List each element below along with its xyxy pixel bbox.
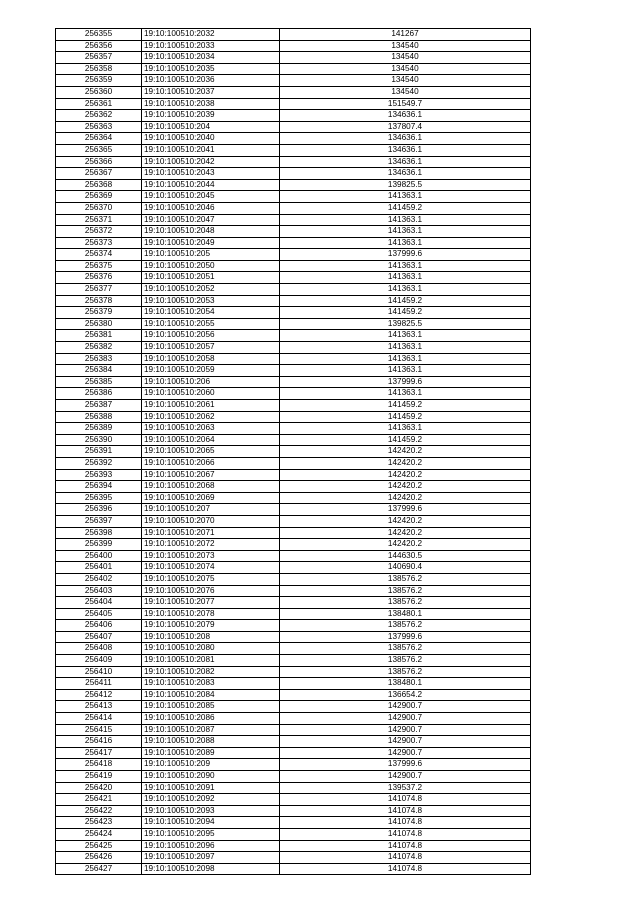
table-row: [56, 75, 531, 87]
table-row: [56, 562, 531, 574]
value-cell: 142900.7: [280, 713, 531, 725]
table-row: [56, 237, 531, 249]
value-cell: 141363.1: [280, 191, 531, 203]
value-cell: 141363.1: [280, 353, 531, 365]
table-row: [56, 110, 531, 122]
data-table: [55, 28, 531, 875]
row-number-cell: 256407: [56, 631, 142, 643]
value-cell: 141363.1: [280, 237, 531, 249]
row-number-cell: 256426: [56, 852, 142, 864]
value-cell: 138576.2: [280, 585, 531, 597]
value-cell: 141459.2: [280, 434, 531, 446]
table-row: [56, 156, 531, 168]
cadastral-number-cell: 19:10:100510:207: [142, 504, 280, 516]
cadastral-number-cell: 19:10:100510:2039: [142, 110, 280, 122]
value-cell: 138576.2: [280, 643, 531, 655]
table-row: [56, 620, 531, 632]
cadastral-number-cell: 19:10:100510:2081: [142, 655, 280, 667]
table-row: [56, 724, 531, 736]
row-number-cell: 256419: [56, 771, 142, 783]
table-row: [56, 840, 531, 852]
row-number-cell: 256357: [56, 52, 142, 64]
value-cell: 141459.2: [280, 307, 531, 319]
value-cell: 142900.7: [280, 736, 531, 748]
value-cell: 142900.7: [280, 701, 531, 713]
table-row: [56, 828, 531, 840]
cadastral-number-cell: 19:10:100510:2035: [142, 63, 280, 75]
cadastral-number-cell: 19:10:100510:2075: [142, 573, 280, 585]
row-number-cell: 256358: [56, 63, 142, 75]
value-cell: 141363.1: [280, 365, 531, 377]
value-cell: 134636.1: [280, 133, 531, 145]
cadastral-number-cell: 19:10:100510:2038: [142, 98, 280, 110]
value-cell: 142420.2: [280, 515, 531, 527]
cadastral-number-cell: 19:10:100510:2089: [142, 747, 280, 759]
row-number-cell: 256384: [56, 365, 142, 377]
row-number-cell: 256413: [56, 701, 142, 713]
value-cell: 141363.1: [280, 423, 531, 435]
row-number-cell: 256388: [56, 411, 142, 423]
cadastral-number-cell: 19:10:100510:2043: [142, 168, 280, 180]
cadastral-number-cell: 19:10:100510:2073: [142, 550, 280, 562]
row-number-cell: 256363: [56, 121, 142, 133]
table-row: [56, 794, 531, 806]
table-row: [56, 550, 531, 562]
cadastral-number-cell: 19:10:100510:2087: [142, 724, 280, 736]
table-row: [56, 539, 531, 551]
table-row: [56, 678, 531, 690]
row-number-cell: 256389: [56, 423, 142, 435]
table-row: [56, 388, 531, 400]
value-cell: 139825.5: [280, 318, 531, 330]
row-number-cell: 256412: [56, 689, 142, 701]
table-row: [56, 214, 531, 226]
value-cell: 142900.7: [280, 771, 531, 783]
row-number-cell: 256376: [56, 272, 142, 284]
row-number-cell: 256392: [56, 457, 142, 469]
row-number-cell: 256371: [56, 214, 142, 226]
table-row: [56, 492, 531, 504]
table-row: [56, 434, 531, 446]
cadastral-number-cell: 19:10:100510:2037: [142, 86, 280, 98]
row-number-cell: 256394: [56, 481, 142, 493]
row-number-cell: 256372: [56, 226, 142, 238]
value-cell: 138480.1: [280, 678, 531, 690]
cadastral-number-cell: 19:10:100510:205: [142, 249, 280, 261]
table-row: [56, 144, 531, 156]
cadastral-number-cell: 19:10:100510:2034: [142, 52, 280, 64]
cadastral-number-cell: 19:10:100510:2065: [142, 446, 280, 458]
value-cell: 137999.6: [280, 249, 531, 261]
row-number-cell: 256417: [56, 747, 142, 759]
cadastral-number-cell: 19:10:100510:2096: [142, 840, 280, 852]
table-row: [56, 179, 531, 191]
table-row: [56, 168, 531, 180]
cadastral-number-cell: 19:10:100510:2054: [142, 307, 280, 319]
cadastral-number-cell: 19:10:100510:2049: [142, 237, 280, 249]
value-cell: 134540: [280, 75, 531, 87]
row-number-cell: 256380: [56, 318, 142, 330]
cadastral-number-cell: 19:10:100510:208: [142, 631, 280, 643]
cadastral-number-cell: 19:10:100510:2033: [142, 40, 280, 52]
row-number-cell: 256415: [56, 724, 142, 736]
cadastral-number-cell: 19:10:100510:2060: [142, 388, 280, 400]
cadastral-number-cell: 19:10:100510:2064: [142, 434, 280, 446]
cadastral-number-cell: 19:10:100510:2040: [142, 133, 280, 145]
cadastral-number-cell: 19:10:100510:2047: [142, 214, 280, 226]
row-number-cell: 256414: [56, 713, 142, 725]
value-cell: 141459.2: [280, 295, 531, 307]
row-number-cell: 256411: [56, 678, 142, 690]
value-cell: 141459.2: [280, 202, 531, 214]
table-row: [56, 342, 531, 354]
cadastral-number-cell: 19:10:100510:2058: [142, 353, 280, 365]
table-row: [56, 226, 531, 238]
table-row: [56, 457, 531, 469]
value-cell: 138576.2: [280, 573, 531, 585]
row-number-cell: 256425: [56, 840, 142, 852]
cadastral-number-cell: 19:10:100510:2042: [142, 156, 280, 168]
row-number-cell: 256408: [56, 643, 142, 655]
table-row: [56, 597, 531, 609]
cadastral-number-cell: 19:10:100510:2041: [142, 144, 280, 156]
cadastral-number-cell: 19:10:100510:2090: [142, 771, 280, 783]
row-number-cell: 256356: [56, 40, 142, 52]
table-row: [56, 655, 531, 667]
table-row: [56, 133, 531, 145]
table-row: [56, 608, 531, 620]
table-row: [56, 52, 531, 64]
value-cell: 141363.1: [280, 388, 531, 400]
value-cell: 142420.2: [280, 457, 531, 469]
table-body: [56, 29, 531, 875]
row-number-cell: 256416: [56, 736, 142, 748]
row-number-cell: 256360: [56, 86, 142, 98]
cadastral-number-cell: 19:10:100510:204: [142, 121, 280, 133]
cadastral-number-cell: 19:10:100510:2083: [142, 678, 280, 690]
row-number-cell: 256397: [56, 515, 142, 527]
value-cell: 141074.8: [280, 840, 531, 852]
table-row: [56, 713, 531, 725]
value-cell: 138576.2: [280, 620, 531, 632]
table-row: [56, 817, 531, 829]
table-row: [56, 504, 531, 516]
row-number-cell: 256421: [56, 794, 142, 806]
table-row: [56, 585, 531, 597]
cadastral-number-cell: 19:10:100510:2077: [142, 597, 280, 609]
value-cell: 140690.4: [280, 562, 531, 574]
row-number-cell: 256365: [56, 144, 142, 156]
value-cell: 141459.2: [280, 400, 531, 412]
row-number-cell: 256355: [56, 29, 142, 41]
cadastral-number-cell: 19:10:100510:2059: [142, 365, 280, 377]
cadastral-number-cell: 19:10:100510:2085: [142, 701, 280, 713]
value-cell: 134636.1: [280, 156, 531, 168]
table-row: [56, 330, 531, 342]
table-row: [56, 29, 531, 41]
row-number-cell: 256378: [56, 295, 142, 307]
table-row: [56, 121, 531, 133]
row-number-cell: 256402: [56, 573, 142, 585]
table-row: [56, 284, 531, 296]
value-cell: 142420.2: [280, 469, 531, 481]
cadastral-number-cell: 19:10:100510:2032: [142, 29, 280, 41]
row-number-cell: 256366: [56, 156, 142, 168]
value-cell: 134540: [280, 40, 531, 52]
row-number-cell: 256362: [56, 110, 142, 122]
document-page: [55, 28, 531, 875]
cadastral-number-cell: 19:10:100510:2053: [142, 295, 280, 307]
cadastral-number-cell: 19:10:100510:2062: [142, 411, 280, 423]
row-number-cell: 256403: [56, 585, 142, 597]
row-number-cell: 256423: [56, 817, 142, 829]
value-cell: 134636.1: [280, 110, 531, 122]
value-cell: 141363.1: [280, 260, 531, 272]
table-row: [56, 98, 531, 110]
cadastral-number-cell: 19:10:100510:2093: [142, 805, 280, 817]
table-row: [56, 249, 531, 261]
value-cell: 134540: [280, 86, 531, 98]
cadastral-number-cell: 19:10:100510:2050: [142, 260, 280, 272]
value-cell: 134540: [280, 52, 531, 64]
value-cell: 138576.2: [280, 666, 531, 678]
row-number-cell: 256393: [56, 469, 142, 481]
cadastral-number-cell: 19:10:100510:2092: [142, 794, 280, 806]
table-row: [56, 272, 531, 284]
cadastral-number-cell: 19:10:100510:2098: [142, 863, 280, 875]
cadastral-number-cell: 19:10:100510:2086: [142, 713, 280, 725]
cadastral-number-cell: 19:10:100510:2082: [142, 666, 280, 678]
table-row: [56, 863, 531, 875]
table-row: [56, 805, 531, 817]
table-row: [56, 191, 531, 203]
value-cell: 141363.1: [280, 342, 531, 354]
row-number-cell: 256405: [56, 608, 142, 620]
row-number-cell: 256391: [56, 446, 142, 458]
row-number-cell: 256427: [56, 863, 142, 875]
row-number-cell: 256370: [56, 202, 142, 214]
table-row: [56, 759, 531, 771]
table-row: [56, 852, 531, 864]
row-number-cell: 256422: [56, 805, 142, 817]
cadastral-number-cell: 19:10:100510:2095: [142, 828, 280, 840]
row-number-cell: 256374: [56, 249, 142, 261]
row-number-cell: 256410: [56, 666, 142, 678]
row-number-cell: 256401: [56, 562, 142, 574]
row-number-cell: 256396: [56, 504, 142, 516]
table-row: [56, 736, 531, 748]
row-number-cell: 256409: [56, 655, 142, 667]
value-cell: 141267: [280, 29, 531, 41]
cadastral-number-cell: 19:10:100510:2078: [142, 608, 280, 620]
value-cell: 137807.4: [280, 121, 531, 133]
cadastral-number-cell: 19:10:100510:2055: [142, 318, 280, 330]
value-cell: 141363.1: [280, 214, 531, 226]
cadastral-number-cell: 19:10:100510:2079: [142, 620, 280, 632]
value-cell: 141074.8: [280, 828, 531, 840]
row-number-cell: 256377: [56, 284, 142, 296]
value-cell: 142900.7: [280, 747, 531, 759]
row-number-cell: 256373: [56, 237, 142, 249]
value-cell: 141074.8: [280, 852, 531, 864]
value-cell: 134540: [280, 63, 531, 75]
row-number-cell: 256424: [56, 828, 142, 840]
table-row: [56, 353, 531, 365]
value-cell: 138576.2: [280, 597, 531, 609]
value-cell: 141074.8: [280, 805, 531, 817]
row-number-cell: 256382: [56, 342, 142, 354]
cadastral-number-cell: 19:10:100510:2069: [142, 492, 280, 504]
cadastral-number-cell: 19:10:100510:2074: [142, 562, 280, 574]
cadastral-number-cell: 19:10:100510:206: [142, 376, 280, 388]
row-number-cell: 256406: [56, 620, 142, 632]
table-row: [56, 643, 531, 655]
cadastral-number-cell: 19:10:100510:2091: [142, 782, 280, 794]
cadastral-number-cell: 19:10:100510:2088: [142, 736, 280, 748]
table-row: [56, 423, 531, 435]
value-cell: 136654.2: [280, 689, 531, 701]
cadastral-number-cell: 19:10:100510:2063: [142, 423, 280, 435]
row-number-cell: 256398: [56, 527, 142, 539]
cadastral-number-cell: 19:10:100510:2057: [142, 342, 280, 354]
table-row: [56, 469, 531, 481]
row-number-cell: 256367: [56, 168, 142, 180]
row-number-cell: 256400: [56, 550, 142, 562]
row-number-cell: 256368: [56, 179, 142, 191]
row-number-cell: 256387: [56, 400, 142, 412]
value-cell: 141363.1: [280, 272, 531, 284]
cadastral-number-cell: 19:10:100510:2061: [142, 400, 280, 412]
row-number-cell: 256364: [56, 133, 142, 145]
cadastral-number-cell: 19:10:100510:2071: [142, 527, 280, 539]
cadastral-number-cell: 19:10:100510:2044: [142, 179, 280, 191]
row-number-cell: 256399: [56, 539, 142, 551]
cadastral-number-cell: 19:10:100510:2036: [142, 75, 280, 87]
cadastral-number-cell: 19:10:100510:2080: [142, 643, 280, 655]
cadastral-number-cell: 19:10:100510:2066: [142, 457, 280, 469]
value-cell: 141074.8: [280, 863, 531, 875]
row-number-cell: 256385: [56, 376, 142, 388]
table-row: [56, 782, 531, 794]
table-row: [56, 202, 531, 214]
value-cell: 144630.5: [280, 550, 531, 562]
value-cell: 151549.7: [280, 98, 531, 110]
table-row: [56, 40, 531, 52]
value-cell: 141074.8: [280, 817, 531, 829]
table-row: [56, 515, 531, 527]
table-row: [56, 689, 531, 701]
table-row: [56, 527, 531, 539]
value-cell: 137999.6: [280, 504, 531, 516]
value-cell: 142420.2: [280, 492, 531, 504]
value-cell: 142420.2: [280, 446, 531, 458]
value-cell: 138480.1: [280, 608, 531, 620]
cadastral-number-cell: 19:10:100510:2070: [142, 515, 280, 527]
row-number-cell: 256381: [56, 330, 142, 342]
cadastral-number-cell: 19:10:100510:2072: [142, 539, 280, 551]
row-number-cell: 256359: [56, 75, 142, 87]
row-number-cell: 256369: [56, 191, 142, 203]
table-row: [56, 260, 531, 272]
value-cell: 137999.6: [280, 631, 531, 643]
table-row: [56, 481, 531, 493]
table-row: [56, 318, 531, 330]
table-row: [56, 307, 531, 319]
value-cell: 138576.2: [280, 655, 531, 667]
row-number-cell: 256361: [56, 98, 142, 110]
value-cell: 139825.5: [280, 179, 531, 191]
table-row: [56, 747, 531, 759]
value-cell: 141459.2: [280, 411, 531, 423]
table-row: [56, 295, 531, 307]
cadastral-number-cell: 19:10:100510:2068: [142, 481, 280, 493]
value-cell: 141363.1: [280, 284, 531, 296]
value-cell: 134636.1: [280, 168, 531, 180]
table-row: [56, 400, 531, 412]
row-number-cell: 256386: [56, 388, 142, 400]
row-number-cell: 256390: [56, 434, 142, 446]
cadastral-number-cell: 19:10:100510:2067: [142, 469, 280, 481]
table-row: [56, 411, 531, 423]
value-cell: 142420.2: [280, 481, 531, 493]
cadastral-number-cell: 19:10:100510:209: [142, 759, 280, 771]
row-number-cell: 256418: [56, 759, 142, 771]
cadastral-number-cell: 19:10:100510:2048: [142, 226, 280, 238]
cadastral-number-cell: 19:10:100510:2051: [142, 272, 280, 284]
value-cell: 142420.2: [280, 527, 531, 539]
row-number-cell: 256379: [56, 307, 142, 319]
value-cell: 134636.1: [280, 144, 531, 156]
value-cell: 142900.7: [280, 724, 531, 736]
table-row: [56, 701, 531, 713]
table-row: [56, 771, 531, 783]
table-row: [56, 631, 531, 643]
cadastral-number-cell: 19:10:100510:2094: [142, 817, 280, 829]
cadastral-number-cell: 19:10:100510:2056: [142, 330, 280, 342]
value-cell: 141363.1: [280, 330, 531, 342]
table-row: [56, 86, 531, 98]
value-cell: 137999.6: [280, 759, 531, 771]
value-cell: 137999.6: [280, 376, 531, 388]
table-row: [56, 376, 531, 388]
cadastral-number-cell: 19:10:100510:2045: [142, 191, 280, 203]
value-cell: 141363.1: [280, 226, 531, 238]
row-number-cell: 256420: [56, 782, 142, 794]
cadastral-number-cell: 19:10:100510:2097: [142, 852, 280, 864]
table-row: [56, 446, 531, 458]
table-row: [56, 573, 531, 585]
table-row: [56, 666, 531, 678]
table-row: [56, 63, 531, 75]
cadastral-number-cell: 19:10:100510:2046: [142, 202, 280, 214]
row-number-cell: 256395: [56, 492, 142, 504]
row-number-cell: 256404: [56, 597, 142, 609]
cadastral-number-cell: 19:10:100510:2084: [142, 689, 280, 701]
value-cell: 139537.2: [280, 782, 531, 794]
table-row: [56, 365, 531, 377]
row-number-cell: 256375: [56, 260, 142, 272]
value-cell: 141074.8: [280, 794, 531, 806]
value-cell: 142420.2: [280, 539, 531, 551]
cadastral-number-cell: 19:10:100510:2076: [142, 585, 280, 597]
cadastral-number-cell: 19:10:100510:2052: [142, 284, 280, 296]
row-number-cell: 256383: [56, 353, 142, 365]
